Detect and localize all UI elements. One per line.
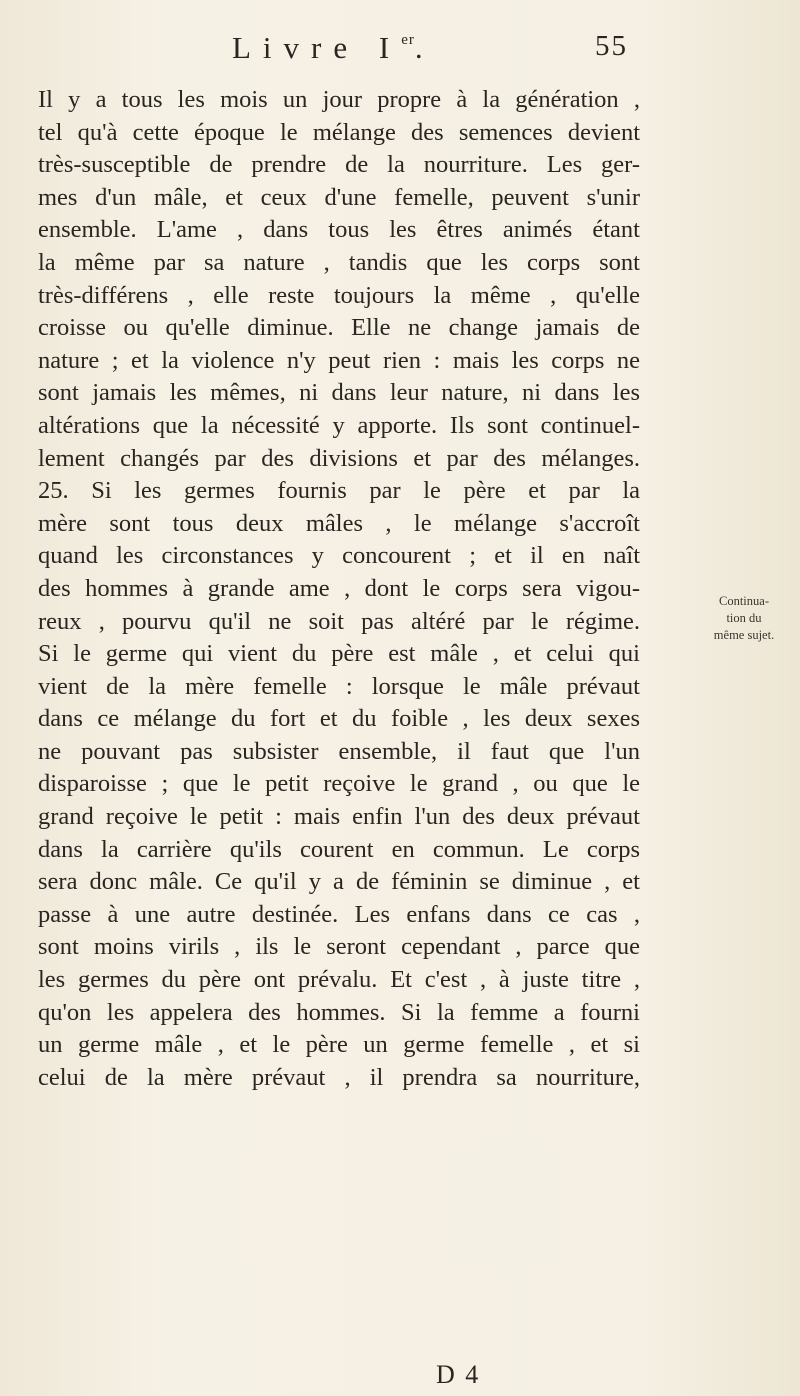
text-line: grand reçoive le petit : mais enfin l'un des deux prévaut [38, 803, 640, 831]
margin-note-line: même sujet. [713, 628, 775, 642]
running-title-superscript: er [401, 32, 415, 48]
running-title-period: . [414, 30, 435, 65]
running-title-text: Livre I [232, 30, 402, 65]
text-line: qu'on les appelera des hommes. Si la femme a fourni [38, 998, 640, 1026]
text-line: très-différens , elle reste toujours la même , qu'elle [38, 281, 640, 309]
text-line: vient de la mère femelle : lorsque le mâle prévaut [38, 672, 640, 700]
text-line: la même par sa nature , tandis que les corps sont [38, 248, 640, 276]
margin-note-line: tion du [726, 611, 762, 625]
page-number: 55 [595, 30, 628, 62]
text-line: sont moins virils , ils le seront cependant , parce que [38, 933, 640, 961]
text-line: des hommes à grande ame , dont le corps sera vigou- [38, 574, 640, 602]
text-line: reux , pourvu qu'il ne soit pas altéré par le régime. [38, 607, 640, 635]
text-line: celui de la mère prévaut , il prendra sa nourriture, [38, 1063, 640, 1091]
signature-mark: D 4 [436, 1360, 481, 1389]
margin-note [688, 593, 800, 644]
text-line: quand les circonstances y concourent ; et il en naît [38, 542, 640, 570]
text-line: nature ; et la violence n'y peut rien : mais les corps ne [38, 346, 640, 374]
text-line: ensemble. L'ame , dans tous les êtres animés étant [38, 216, 640, 244]
text-line: très-susceptible de prendre de la nourriture. Les ger- [38, 151, 640, 179]
text-line: mère sont tous deux mâles , le mélange s'accroît [38, 509, 640, 537]
body-text [38, 84, 640, 1094]
text-line: un germe mâle , et le père un germe femelle , et si [38, 1031, 640, 1059]
text-line: lement changés par des divisions et par des mélanges. [38, 444, 640, 472]
text-line: Si le germe qui vient du père est mâle , et celui qui [38, 640, 640, 668]
text-line: dans ce mélange du fort et du foible , les deux sexes [38, 705, 640, 733]
text-line: altérations que la nécessité y apporte. Ils sont continuel- [38, 411, 640, 439]
text-line: Il y a tous les mois un jour propre à la génération , [38, 86, 640, 113]
text-line: passe à une autre destinée. Les enfans dans ce cas , [38, 900, 640, 928]
text-line: mes d'un mâle, et ceux d'une femelle, peuvent s'unir [38, 183, 640, 211]
text-line: tel qu'à cette époque le mélange des semences devient [38, 118, 640, 146]
margin-note-line: Continua- [719, 594, 769, 608]
text-line: disparoisse ; que le petit reçoive le grand , ou que le [38, 770, 640, 798]
text-line: sera donc mâle. Ce qu'il y a de féminin se diminue , et [38, 868, 640, 896]
text-line: les germes du père ont prévalu. Et c'est , à juste titre , [38, 966, 640, 994]
text-line: sont jamais les mêmes, ni dans leur nature, ni dans les [38, 379, 640, 407]
text-line: croisse ou qu'elle diminue. Elle ne change jamais de [38, 314, 640, 342]
page-header [232, 30, 628, 70]
text-line: ne pouvant pas subsister ensemble, il faut que l'un [38, 737, 640, 765]
text-line: dans la carrière qu'ils courent en commun. Le corps [38, 835, 640, 863]
text-line: 25. Si les germes fournis par le père et par la [38, 477, 640, 505]
running-title [232, 30, 435, 66]
